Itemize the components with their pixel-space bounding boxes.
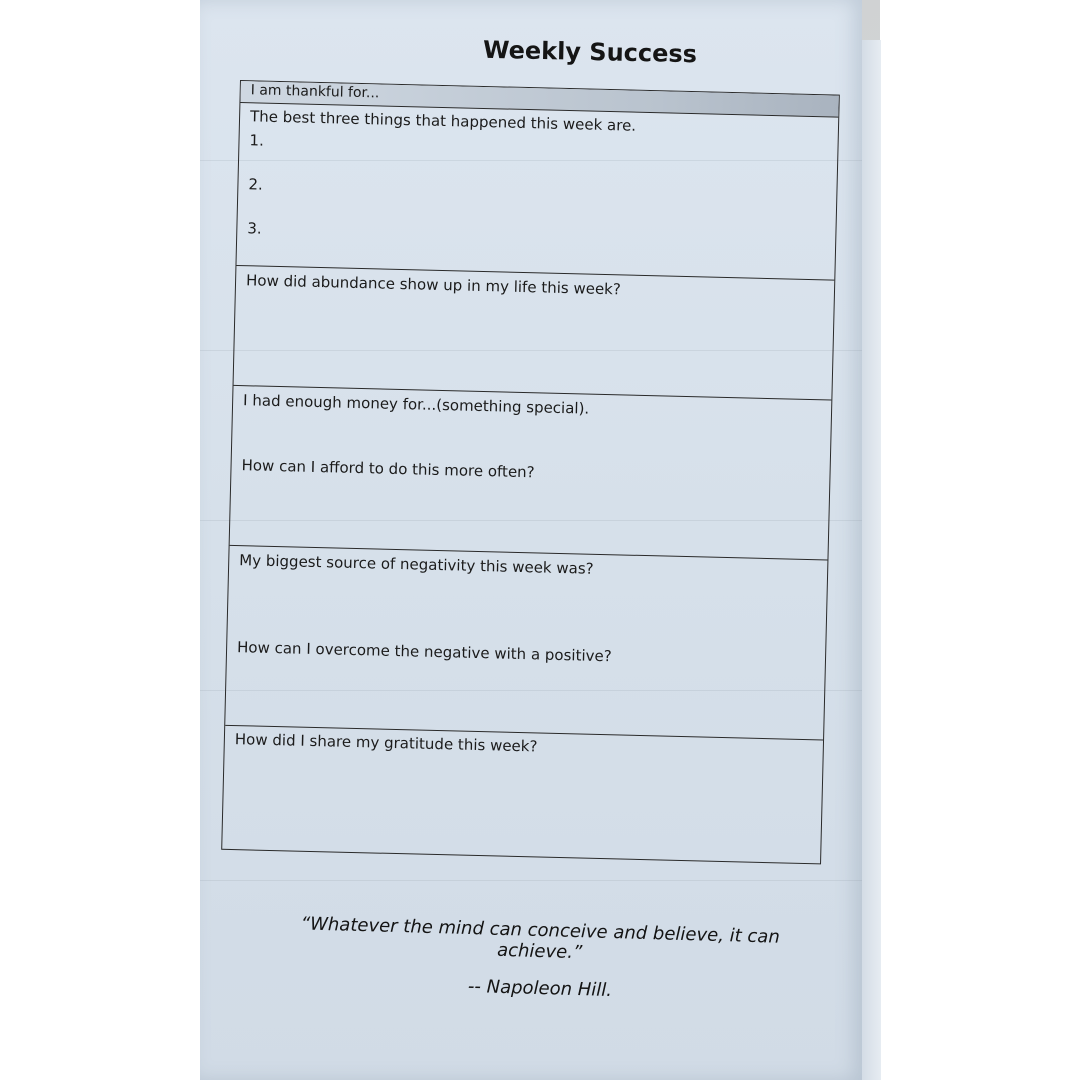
quote-text: “Whatever the mind can conceive and believe, it can achieve.” [300,913,781,964]
thankful-label: I am thankful for... [250,82,380,102]
quote-author: -- Napoleon Hill. [467,975,613,1002]
negativity-follow-up: How can I overcome the negative with a positive? [236,638,612,666]
negativity-row [225,546,827,741]
list-item-number: 3. [247,219,262,238]
list-item-number: 1. [249,131,265,150]
best-three-row [236,103,838,281]
negativity-prompt: My biggest source of negativity this week was? [239,551,594,578]
page-title: Weekly Success [482,35,698,69]
list-item-number: 2. [248,175,263,194]
journal-page [200,0,862,1080]
gratitude-prompt: How did I share my gratitude this week? [234,730,538,756]
money-prompt: I had enough money for...(something special). [242,391,590,418]
abundance-row [234,266,835,401]
money-follow-up: How can I afford to do this more often? [241,456,535,482]
gratitude-row [222,726,823,863]
money-row [230,386,832,561]
bleed-through-line [200,880,862,881]
weekly-success-form [221,80,840,864]
best-three-prompt: The best three things that happened this week are. [249,107,637,135]
abundance-prompt: How did abundance show up in my life this week? [245,271,622,299]
